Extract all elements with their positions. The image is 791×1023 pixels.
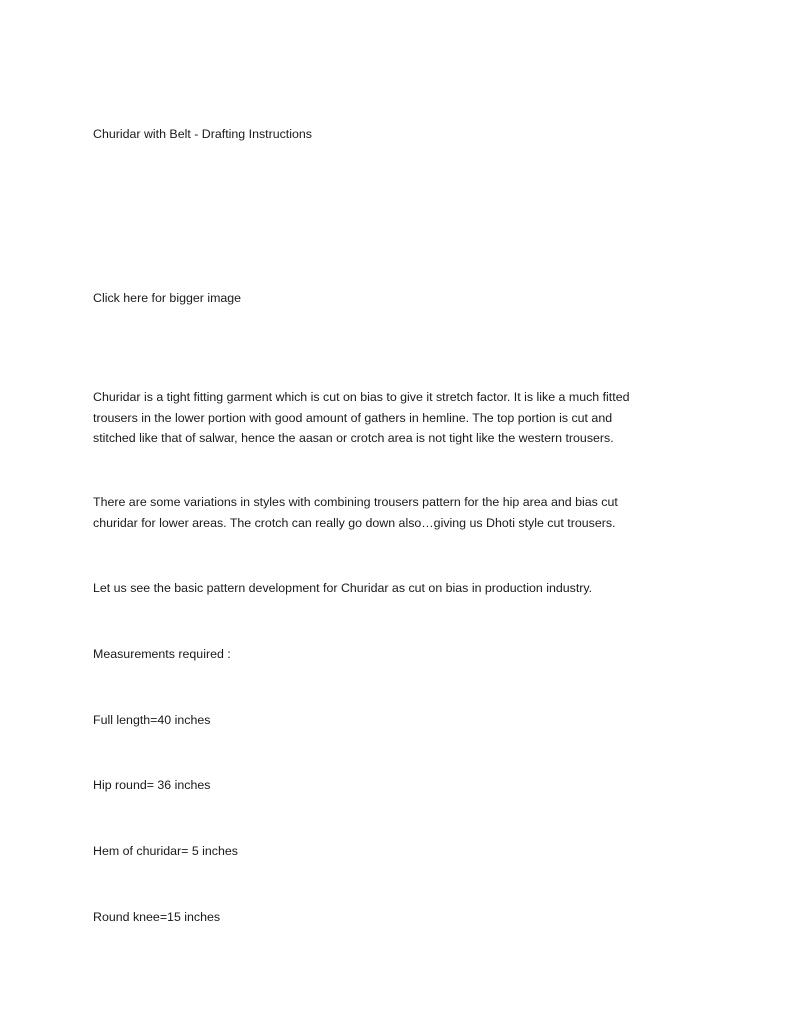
intro-paragraph-line: stitched like that of salwar, hence the aasan or crotch area is not tight like the western trousers. bbox=[93, 431, 614, 445]
variations-paragraph-line: churidar for lower areas. The crotch can really go down also…giving us Dhoti style cut trousers. bbox=[93, 515, 616, 530]
variations-paragraph-line: There are some variations in styles with combining trousers pattern for the hip area and bias cut bbox=[93, 495, 618, 509]
intro-paragraph bbox=[93, 387, 693, 449]
measurement-item: Full length=40 inches bbox=[93, 713, 211, 727]
bigger-image-link[interactable]: Click here for bigger image bbox=[93, 291, 242, 305]
intro-paragraph-line: trousers in the lower portion with good amount of gathers in hemline. The top portion is cut and bbox=[93, 410, 613, 425]
measurement-item: Round knee=15 inches bbox=[93, 910, 221, 924]
measurement-item: Hem of churidar= 5 inches bbox=[93, 844, 238, 858]
measurement-item: Hip round= 36 inches bbox=[93, 778, 211, 792]
document-title: Churidar with Belt - Drafting Instructions bbox=[93, 127, 312, 141]
intro-paragraph-line: Churidar is a tight fitting garment which is cut on bias to give it stretch factor. It is like a much fitted bbox=[93, 390, 630, 404]
pattern-intro-text: Let us see the basic pattern development for Churidar as cut on bias in production industry. bbox=[93, 581, 593, 595]
measurements-heading: Measurements required : bbox=[93, 647, 231, 661]
variations-paragraph bbox=[93, 492, 693, 533]
